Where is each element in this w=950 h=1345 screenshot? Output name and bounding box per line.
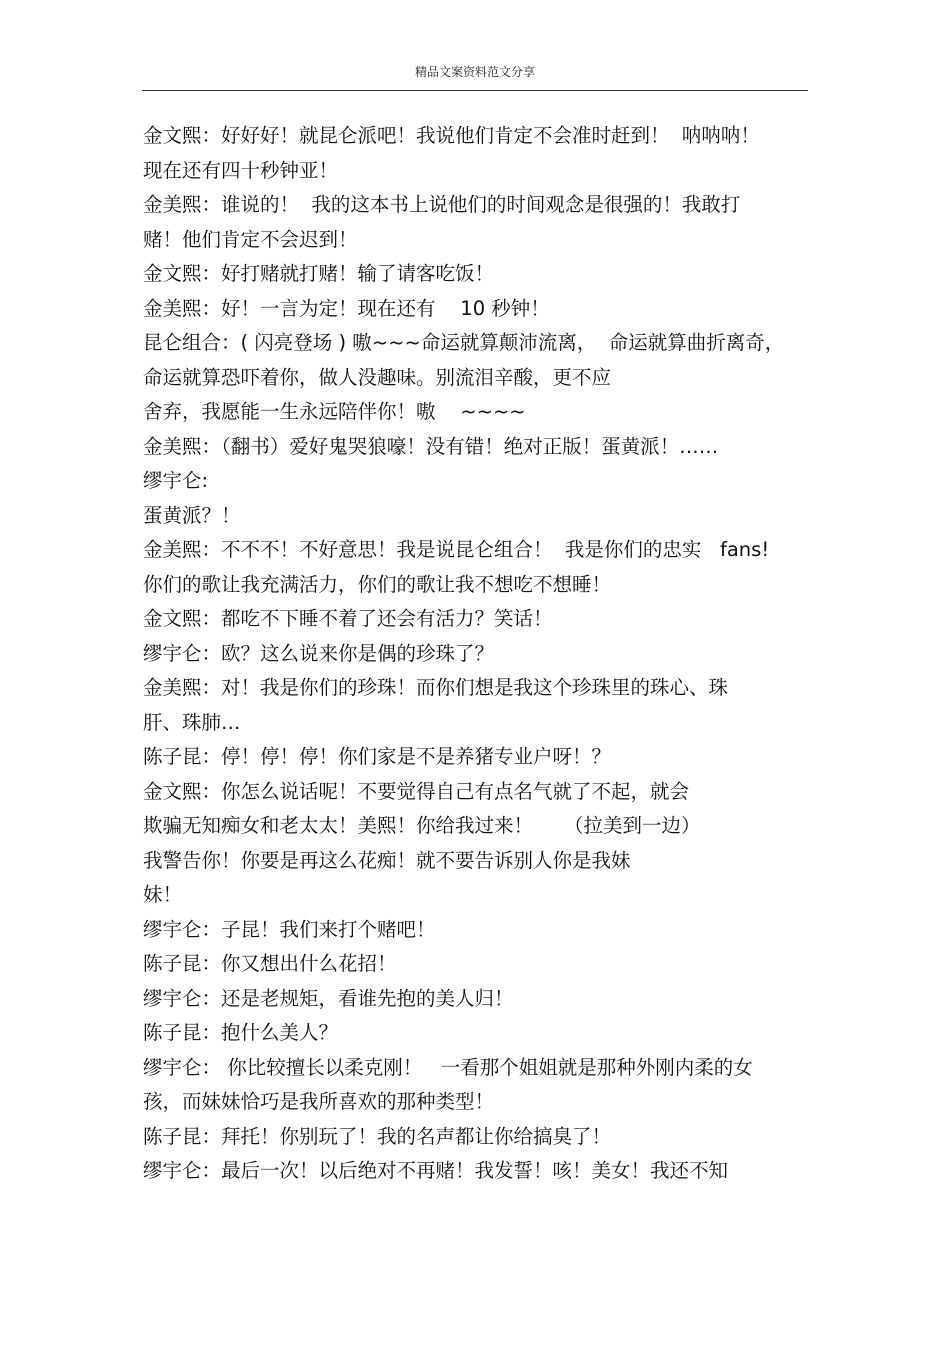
text-line: 缪宇仑： 你比较擅长以柔克刚！ 一看那个姐姐就是那种外刚内柔的女 — [143, 1055, 753, 1079]
text-line: 陈子昆：拜托！你别玩了！我的名声都让你给搞臭了！ — [143, 1124, 612, 1148]
text-line: 赌！他们肯定不会迟到！ — [143, 227, 358, 251]
text-line: 蛋黄派？！ — [143, 503, 241, 527]
text-line: 金美熙：对！我是你们的珍珠！而你们想是我这个珍珠里的珠心、珠 — [143, 676, 729, 699]
text-line: 缪宇仑：子昆！我们来打个赌吧！ — [143, 917, 436, 941]
text-line: 金文熙：都吃不下睡不着了还会有活力？笑话！ — [143, 607, 553, 630]
text-line: 金文熙：好打赌就打赌！输了请客吃饭！ — [143, 262, 495, 285]
text-line: 金文熙：你怎么说话呢！不要觉得自己有点名气就了不起，就会 — [143, 779, 690, 803]
text-line: 缪宇仑：还是老规矩，看谁先抱的美人归！ — [143, 986, 514, 1010]
text-line: 命运就算恐吓着你，做人没趣味。别流泪辛酸，更不应 — [143, 365, 612, 389]
text-line: 现在还有四十秒钟亚！ — [143, 158, 339, 182]
text-line: 肝、珠肺… — [143, 710, 241, 734]
text-line: 昆仑组合：( 闪亮登场 ) 嗷~~~命运就算颠沛流离， 命运就算曲折离奇， — [143, 331, 785, 354]
text-line: 舍弃，我愿能一生永远陪伴你！嗷 ~~~~ — [143, 400, 526, 423]
text-line: 金美熙：好！一言为定！现在还有 10 秒钟！ — [143, 296, 550, 320]
text-line: 金美熙：（翻书）爱好鬼哭狼嚎！没有错！绝对正版！蛋黄派！…… — [143, 434, 719, 458]
header-divider — [142, 90, 808, 91]
text-line: 缪宇仑：欧？这么说来你是偶的珍珠了？ — [143, 641, 495, 665]
text-line: 你们的歌让我充满活力，你们的歌让我不想吃不想睡！ — [143, 572, 612, 596]
text-line: 孩，而妹妹恰巧是我所喜欢的那种类型！ — [143, 1090, 495, 1113]
text-line: 陈子昆：你又想出什么花招！ — [143, 952, 397, 975]
text-line: 缪宇仑: — [143, 469, 209, 492]
text-line: 欺骗无知痴女和老太太！美熙！你给我过来！ （拉美到一边） — [143, 814, 701, 837]
text-line: 陈子昆：停！停！停！你们家是不是养猪专业户呀！？ — [143, 745, 612, 768]
text-line: 妹！ — [143, 883, 183, 906]
text-line: 陈子昆：抱什么美人？ — [143, 1021, 339, 1044]
text-line: 我警告你！你要是再这么花痴！就不要告诉别人你是我妹 — [143, 848, 631, 872]
text-line: 金文熙：好好好！就昆仑派吧！我说他们肯定不会准时赶到！ 呐呐呐！ — [143, 124, 760, 147]
page-header: 精品文案资料范文分享 — [414, 65, 535, 79]
document-body — [143, 119, 808, 1189]
text-line: 金美熙：不不不！不好意思！我是说昆仑组合！ 我是你们的忠实 fans! — [143, 538, 770, 561]
text-line: 缪宇仑：最后一次！以后绝对不再赌！我发誓！咳！美女！我还不知 — [143, 1159, 729, 1182]
text-line: 金美熙：谁说的！ 我的这本书上说他们的时间观念是很强的！我敢打 — [143, 193, 741, 216]
